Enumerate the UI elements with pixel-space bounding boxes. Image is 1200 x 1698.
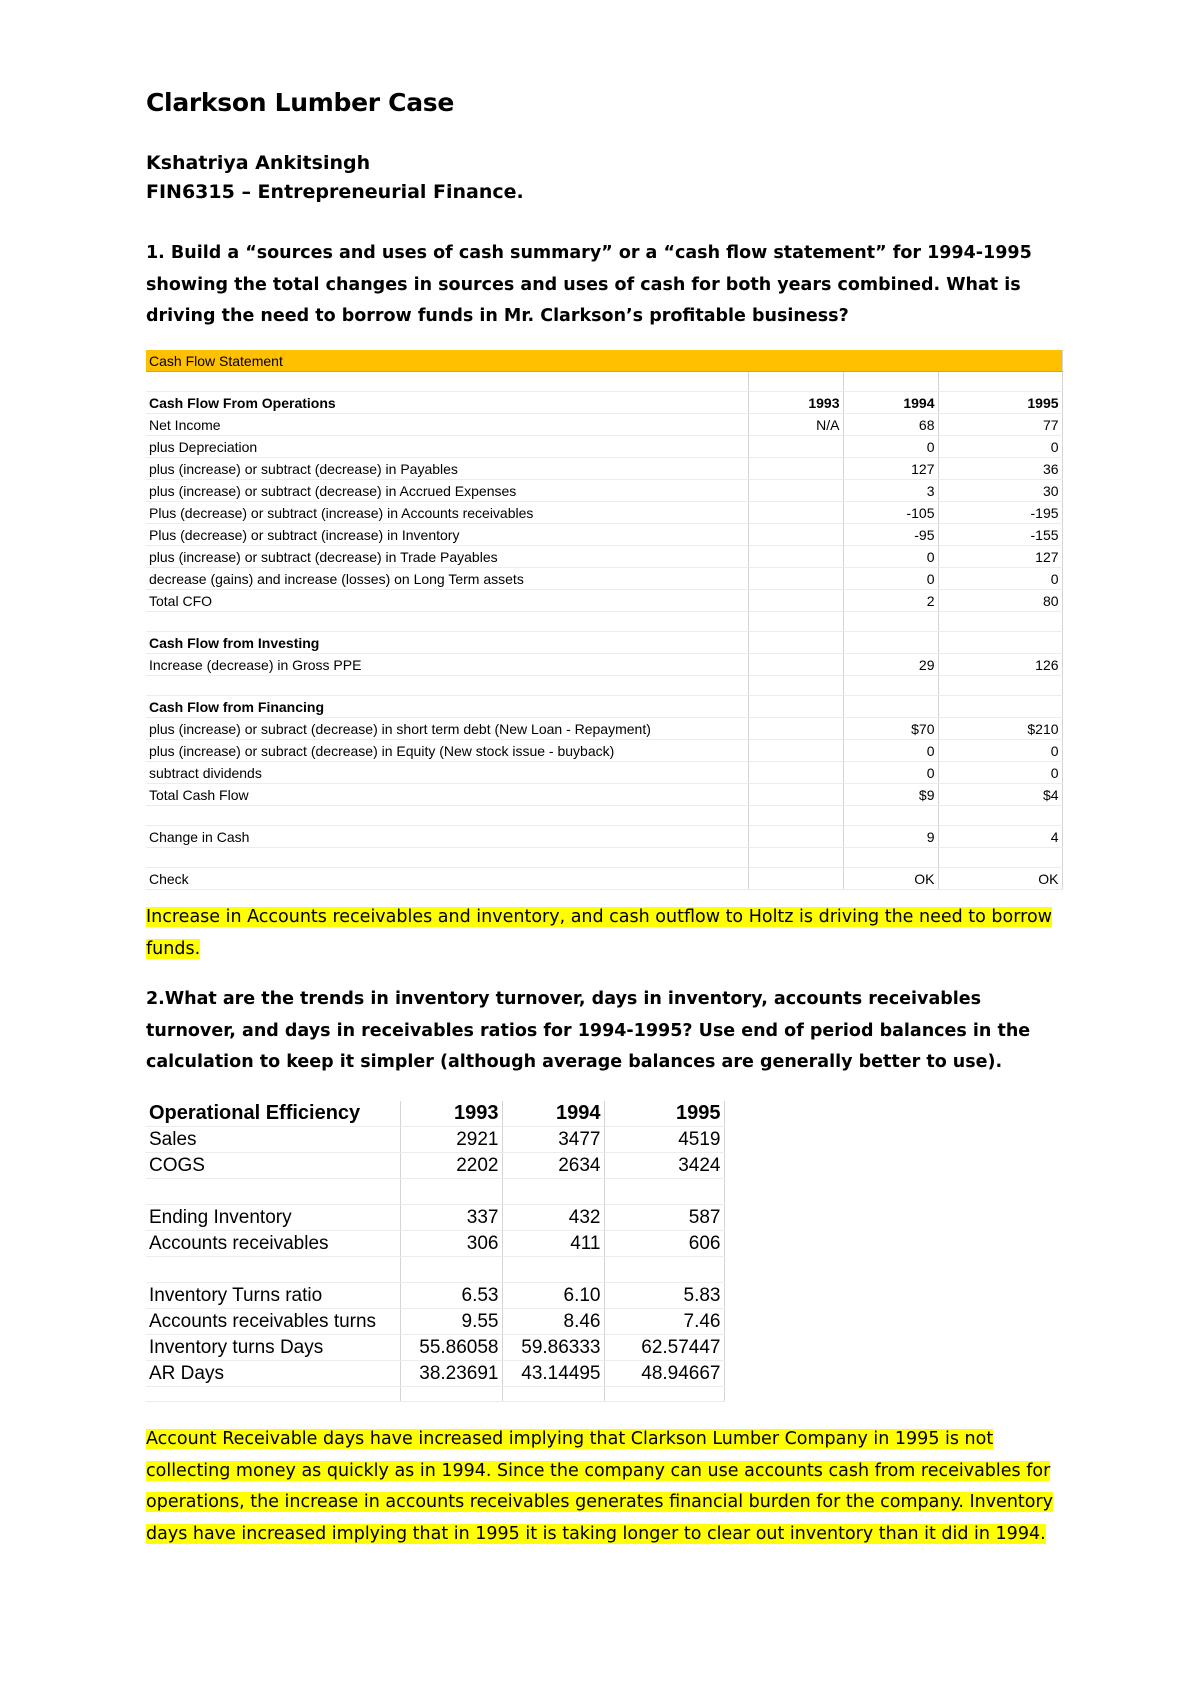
- table-row: [146, 1361, 724, 1387]
- cell-value: [748, 458, 843, 480]
- cell-value: OK: [843, 868, 938, 890]
- cell-value: 59.86333: [502, 1335, 604, 1361]
- cell-value: 0: [843, 740, 938, 762]
- cash-flow-banner-row: [146, 350, 1062, 372]
- table-row: [146, 632, 1062, 654]
- question-1: 1. Build a “sources and uses of cash summary” or a “cash flow statement” for 1994-1995 showing the total changes in sources and uses of cash for both years combined. What is driving the need to borrow funds in Mr. Clarkson’s profitable business?: [146, 243, 1032, 326]
- cell-value: 62.57447: [604, 1335, 724, 1361]
- row-label: Sales: [146, 1127, 400, 1153]
- cell-value: -105: [843, 502, 938, 524]
- answer-2-text: Account Receivable days have increased implying that Clarkson Lumber Company in 1995 is not collecting money as quickly as in 1994. Since the company can use accounts cash from receivables for operations, the increase in accounts receivables generates financial burden for the company. Inventory days have increased implying that in 1995 it is taking longer to clear out inventory than it did in 1994.: [146, 1429, 1054, 1544]
- cell-value: 3477: [502, 1127, 604, 1153]
- table-row: [146, 502, 1062, 524]
- table-row: [146, 1309, 724, 1335]
- answer-1-text: Increase in Accounts receivables and inventory, and cash outflow to Holtz is driving the need to borrow funds.: [146, 907, 1052, 959]
- cell-value: 3: [843, 480, 938, 502]
- cell-value: 4519: [604, 1127, 724, 1153]
- cell-value: 30: [938, 480, 1062, 502]
- table-row: [146, 1127, 724, 1153]
- cell-value: 0: [843, 546, 938, 568]
- cell-value: 126: [938, 654, 1062, 676]
- section-header-operations: Cash Flow From Operations: [146, 392, 748, 414]
- section-header-investing: Cash Flow from Investing: [146, 632, 748, 654]
- cell-value: 6.53: [400, 1283, 502, 1309]
- cell-value: [748, 762, 843, 784]
- row-label: plus (increase) or subract (decrease) in Equity (New stock issue - buyback): [146, 740, 748, 762]
- year-header: 1994: [843, 392, 938, 414]
- row-label: Accounts receivables: [146, 1231, 400, 1257]
- row-label: plus Depreciation: [146, 436, 748, 458]
- table-row: [146, 1231, 724, 1257]
- cell-value: 411: [502, 1231, 604, 1257]
- cell-value: N/A: [748, 414, 843, 436]
- table-row: [146, 524, 1062, 546]
- answer-2: [146, 1424, 1076, 1550]
- row-label: Increase (decrease) in Gross PPE: [146, 654, 748, 676]
- cell-value: 38.23691: [400, 1361, 502, 1387]
- row-label: AR Days: [146, 1361, 400, 1387]
- cell-value: 0: [843, 568, 938, 590]
- table-row: [146, 392, 1062, 414]
- cell-value: 337: [400, 1205, 502, 1231]
- cell-value: $210: [938, 718, 1062, 740]
- cell-value: $4: [938, 784, 1062, 806]
- cell-value: 2: [843, 590, 938, 612]
- table-row: [146, 590, 1062, 612]
- cell-value: 5.83: [604, 1283, 724, 1309]
- cash-flow-banner: Cash Flow Statement: [146, 350, 1062, 372]
- row-label: decrease (gains) and increase (losses) on Long Term assets: [146, 568, 748, 590]
- cell-value: [748, 480, 843, 502]
- cell-value: 0: [938, 436, 1062, 458]
- row-label: plus (increase) or subtract (decrease) in Payables: [146, 458, 748, 480]
- table-row: [146, 718, 1062, 740]
- cell-value: 6.10: [502, 1283, 604, 1309]
- row-label: Change in Cash: [146, 826, 748, 848]
- cell-value: 2634: [502, 1153, 604, 1179]
- cell-value: [748, 718, 843, 740]
- year-header: 1994: [502, 1101, 604, 1127]
- document-title: Clarkson Lumber Case: [146, 88, 455, 117]
- operational-efficiency-table: [146, 1101, 725, 1402]
- table-row: [146, 436, 1062, 458]
- cell-value: 0: [938, 740, 1062, 762]
- table-row: [146, 1335, 724, 1361]
- cell-value: 0: [938, 568, 1062, 590]
- cell-value: $70: [843, 718, 938, 740]
- cell-value: 8.46: [502, 1309, 604, 1335]
- cell-value: 3424: [604, 1153, 724, 1179]
- cell-value: 43.14495: [502, 1361, 604, 1387]
- cell-value: 306: [400, 1231, 502, 1257]
- table-row: [146, 1101, 724, 1127]
- cell-value: 80: [938, 590, 1062, 612]
- cell-value: 48.94667: [604, 1361, 724, 1387]
- table-row: [146, 784, 1062, 806]
- cell-value: [748, 546, 843, 568]
- cell-value: [748, 784, 843, 806]
- row-label: plus (increase) or subtract (decrease) in Accrued Expenses: [146, 480, 748, 502]
- table-row: [146, 568, 1062, 590]
- cell-value: 0: [843, 436, 938, 458]
- row-label: Plus (decrease) or subtract (increase) in Inventory: [146, 524, 748, 546]
- answer-1: [146, 902, 1076, 965]
- cell-value: 432: [502, 1205, 604, 1231]
- table-row: [146, 654, 1062, 676]
- cell-value: 587: [604, 1205, 724, 1231]
- table-row: [146, 826, 1062, 848]
- row-label: Total Cash Flow: [146, 784, 748, 806]
- cell-value: 36: [938, 458, 1062, 480]
- row-label: plus (increase) or subract (decrease) in short term debt (New Loan - Repayment): [146, 718, 748, 740]
- course-name: FIN6315 – Entrepreneurial Finance.: [146, 181, 524, 203]
- question-2: 2.What are the trends in inventory turnover, days in inventory, accounts receivables turnover, and days in receivables ratios for 1994-1995? Use end of period balances in the calculation to keep it simpler (although average balances are generally better to use).: [146, 989, 1031, 1072]
- cell-value: [748, 590, 843, 612]
- table-row: [146, 1283, 724, 1309]
- table-row: [146, 762, 1062, 784]
- row-label: Ending Inventory: [146, 1205, 400, 1231]
- row-label: Accounts receivables turns: [146, 1309, 400, 1335]
- cell-value: 29: [843, 654, 938, 676]
- cell-value: 0: [843, 762, 938, 784]
- year-header: 1993: [400, 1101, 502, 1127]
- table-row: [146, 546, 1062, 568]
- cell-value: -195: [938, 502, 1062, 524]
- table-row: [146, 480, 1062, 502]
- cell-value: [748, 654, 843, 676]
- cell-value: 127: [843, 458, 938, 480]
- cell-value: [748, 568, 843, 590]
- cell-value: 9.55: [400, 1309, 502, 1335]
- table-row: [146, 868, 1062, 890]
- cell-value: 7.46: [604, 1309, 724, 1335]
- year-header: 1995: [938, 392, 1062, 414]
- table-row: [146, 458, 1062, 480]
- cell-value: [748, 436, 843, 458]
- cell-value: [748, 524, 843, 546]
- cell-value: 77: [938, 414, 1062, 436]
- author-name: Kshatriya Ankitsingh: [146, 152, 371, 174]
- cell-value: [748, 740, 843, 762]
- cell-value: [748, 502, 843, 524]
- cell-value: 68: [843, 414, 938, 436]
- row-label: Check: [146, 868, 748, 890]
- cell-value: 127: [938, 546, 1062, 568]
- cell-value: 9: [843, 826, 938, 848]
- row-label: Inventory Turns ratio: [146, 1283, 400, 1309]
- cell-value: 0: [938, 762, 1062, 784]
- row-label: Inventory turns Days: [146, 1335, 400, 1361]
- row-label: Total CFO: [146, 590, 748, 612]
- cell-value: -95: [843, 524, 938, 546]
- cell-value: -155: [938, 524, 1062, 546]
- table-row: [146, 740, 1062, 762]
- cell-value: 4: [938, 826, 1062, 848]
- table-row: [146, 414, 1062, 436]
- row-label: Net Income: [146, 414, 748, 436]
- cell-value: 55.86058: [400, 1335, 502, 1361]
- cell-value: OK: [938, 868, 1062, 890]
- table-header: Operational Efficiency: [146, 1101, 400, 1127]
- table-row: [146, 696, 1062, 718]
- cell-value: 2202: [400, 1153, 502, 1179]
- row-label: Plus (decrease) or subtract (increase) in Accounts receivables: [146, 502, 748, 524]
- year-header: 1995: [604, 1101, 724, 1127]
- row-label: subtract dividends: [146, 762, 748, 784]
- cell-value: 2921: [400, 1127, 502, 1153]
- table-row: [146, 1205, 724, 1231]
- cell-value: 606: [604, 1231, 724, 1257]
- row-label: plus (increase) or subtract (decrease) in Trade Payables: [146, 546, 748, 568]
- cash-flow-table: [146, 350, 1063, 890]
- row-label: COGS: [146, 1153, 400, 1179]
- section-header-financing: Cash Flow from Financing: [146, 696, 748, 718]
- year-header: 1993: [748, 392, 843, 414]
- cell-value: $9: [843, 784, 938, 806]
- table-row: [146, 1153, 724, 1179]
